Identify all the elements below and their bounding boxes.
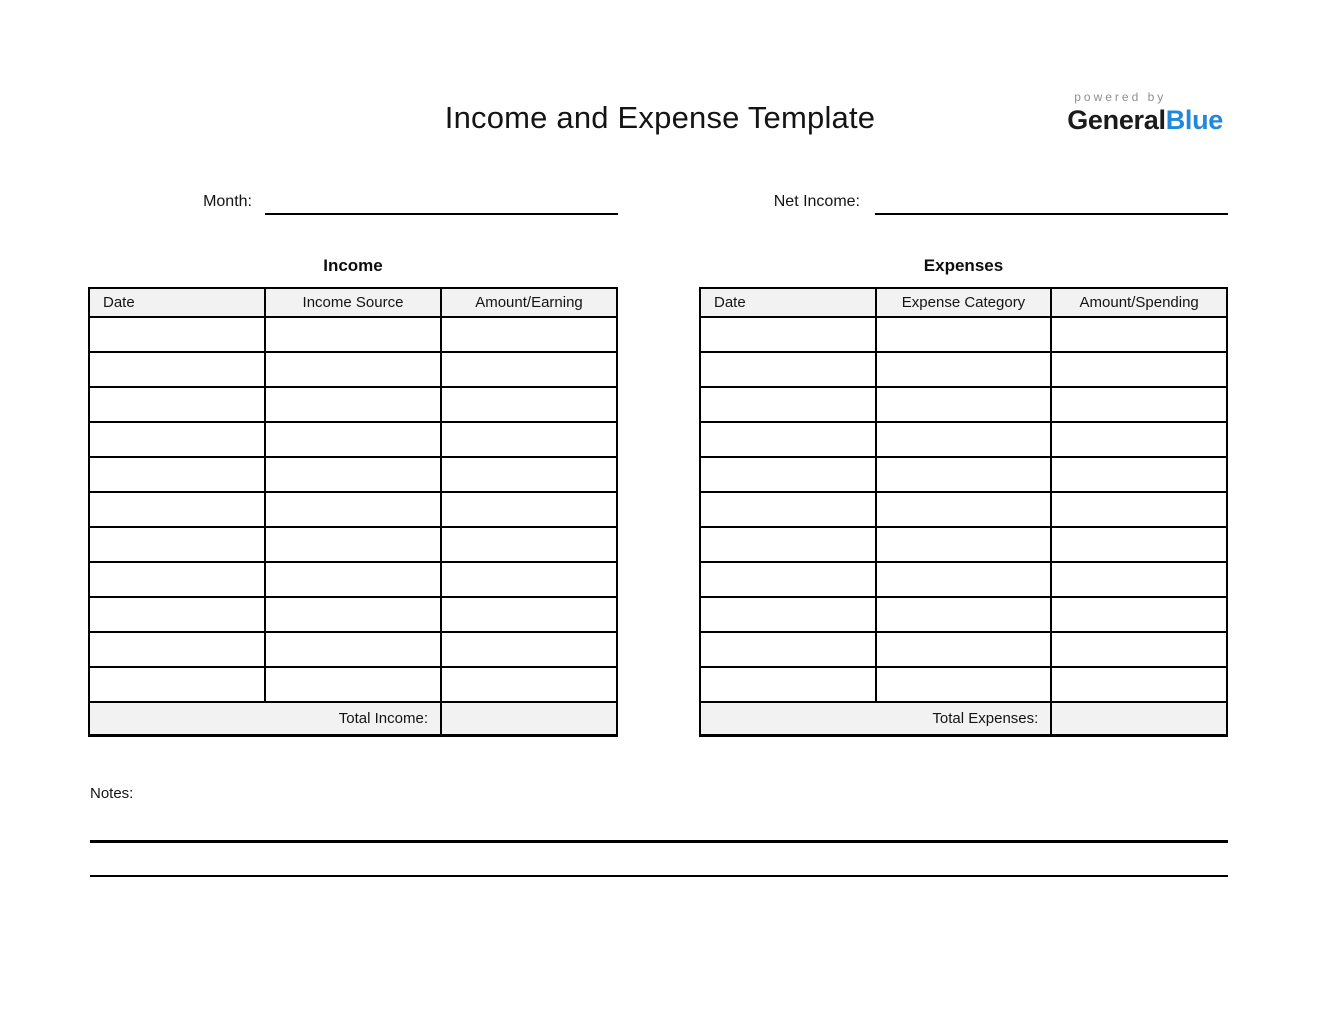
income-cell[interactable] [441, 562, 617, 597]
income-cell[interactable] [441, 387, 617, 422]
expense-cell[interactable] [876, 387, 1052, 422]
expense-cell[interactable] [876, 632, 1052, 667]
brand-wordmark [1067, 105, 1223, 135]
table-row [700, 597, 1227, 632]
income-cell[interactable] [89, 667, 265, 702]
table-row [89, 562, 617, 597]
notes-label: Notes: [90, 785, 134, 802]
expense-cell[interactable] [1051, 387, 1227, 422]
brand-logo [1067, 91, 1223, 134]
table-row [700, 667, 1227, 702]
income-cell[interactable] [265, 632, 441, 667]
expense-header-category: Expense Category [876, 288, 1052, 317]
powered-by-text: powered by [1074, 90, 1167, 104]
table-row [89, 457, 617, 492]
income-cell[interactable] [441, 422, 617, 457]
table-row [89, 492, 617, 527]
income-header-date: Date [89, 288, 265, 317]
income-cell[interactable] [89, 317, 265, 352]
income-cell[interactable] [89, 492, 265, 527]
income-cell[interactable] [265, 667, 441, 702]
expense-section-title: Expenses [923, 256, 1004, 275]
income-cell[interactable] [265, 387, 441, 422]
income-cell[interactable] [441, 352, 617, 387]
net-income-field[interactable] [875, 186, 1228, 215]
month-field[interactable] [265, 186, 618, 215]
expense-cell[interactable] [876, 667, 1052, 702]
income-cell[interactable] [89, 562, 265, 597]
expense-cell[interactable] [876, 352, 1052, 387]
expense-cell[interactable] [1051, 317, 1227, 352]
month-label: Month: [203, 193, 252, 210]
table-row [700, 632, 1227, 667]
income-cell[interactable] [441, 667, 617, 702]
expense-cell[interactable] [1051, 492, 1227, 527]
income-cell[interactable] [265, 492, 441, 527]
table-row [700, 527, 1227, 562]
notes-field-line-1[interactable] [90, 800, 1228, 843]
brand-wordmark-general: General [1067, 105, 1166, 135]
income-cell[interactable] [89, 457, 265, 492]
income-cell[interactable] [89, 632, 265, 667]
income-cell[interactable] [265, 457, 441, 492]
expense-cell[interactable] [700, 492, 876, 527]
expense-cell[interactable] [876, 527, 1052, 562]
table-row [89, 422, 617, 457]
table-row [700, 457, 1227, 492]
expense-cell[interactable] [1051, 527, 1227, 562]
expense-total-label: Total Expenses: [700, 702, 1051, 735]
income-cell[interactable] [89, 422, 265, 457]
expense-cell[interactable] [876, 492, 1052, 527]
income-header-source: Income Source [265, 288, 441, 317]
expense-cell[interactable] [700, 597, 876, 632]
table-row [700, 352, 1227, 387]
expense-cell[interactable] [1051, 562, 1227, 597]
expense-cell[interactable] [700, 562, 876, 597]
expense-table [699, 287, 1228, 737]
expense-cell[interactable] [1051, 597, 1227, 632]
expense-section [699, 256, 1228, 737]
table-row [700, 317, 1227, 352]
income-section [88, 256, 618, 737]
income-total-value-cell[interactable] [441, 702, 617, 735]
brand-wordmark-blue: Blue [1165, 105, 1223, 135]
expense-cell[interactable] [700, 352, 876, 387]
table-row [700, 562, 1227, 597]
table-row [700, 492, 1227, 527]
income-cell[interactable] [89, 352, 265, 387]
income-cell[interactable] [89, 597, 265, 632]
income-cell[interactable] [441, 597, 617, 632]
income-cell[interactable] [89, 527, 265, 562]
table-row [89, 527, 617, 562]
income-cell[interactable] [265, 352, 441, 387]
income-cell[interactable] [265, 562, 441, 597]
table-row [89, 632, 617, 667]
income-cell[interactable] [441, 527, 617, 562]
expense-cell[interactable] [1051, 457, 1227, 492]
expense-cell[interactable] [1051, 632, 1227, 667]
notes-field-line-2[interactable] [90, 845, 1228, 877]
income-table [88, 287, 618, 737]
expense-cell[interactable] [700, 422, 876, 457]
income-cell[interactable] [265, 422, 441, 457]
page-title: Income and Expense Template [444, 100, 876, 135]
expense-cell[interactable] [1051, 422, 1227, 457]
expense-header-date: Date [700, 288, 876, 317]
income-cell[interactable] [441, 317, 617, 352]
net-income-label: Net Income: [773, 193, 860, 210]
expense-cell[interactable] [876, 457, 1052, 492]
income-cell[interactable] [89, 387, 265, 422]
expense-cell[interactable] [1051, 667, 1227, 702]
income-cell[interactable] [265, 527, 441, 562]
income-cell[interactable] [265, 317, 441, 352]
table-row [89, 352, 617, 387]
table-row [89, 317, 617, 352]
expense-cell[interactable] [876, 317, 1052, 352]
income-cell[interactable] [441, 492, 617, 527]
income-total-label: Total Income: [89, 702, 441, 735]
expense-header-row [700, 288, 1227, 317]
expense-cell[interactable] [700, 667, 876, 702]
table-row [700, 422, 1227, 457]
expense-cell[interactable] [1051, 352, 1227, 387]
income-section-title: Income [323, 256, 383, 275]
table-row [89, 597, 617, 632]
income-cell[interactable] [441, 457, 617, 492]
expense-cell[interactable] [700, 527, 876, 562]
expense-cell[interactable] [876, 562, 1052, 597]
expense-cell[interactable] [700, 457, 876, 492]
income-cell[interactable] [441, 632, 617, 667]
table-row [89, 667, 617, 702]
expense-cell[interactable] [700, 317, 876, 352]
table-row [89, 387, 617, 422]
expense-cell[interactable] [700, 387, 876, 422]
table-row [700, 387, 1227, 422]
expense-header-amount: Amount/Spending [1051, 288, 1227, 317]
income-header-row [89, 288, 617, 317]
income-header-amount: Amount/Earning [441, 288, 617, 317]
expense-cell[interactable] [700, 632, 876, 667]
expense-total-value-cell[interactable] [1051, 702, 1227, 735]
expense-cell[interactable] [876, 422, 1052, 457]
expense-total-row [700, 702, 1227, 735]
income-total-row [89, 702, 617, 735]
expense-cell[interactable] [876, 597, 1052, 632]
income-cell[interactable] [265, 597, 441, 632]
